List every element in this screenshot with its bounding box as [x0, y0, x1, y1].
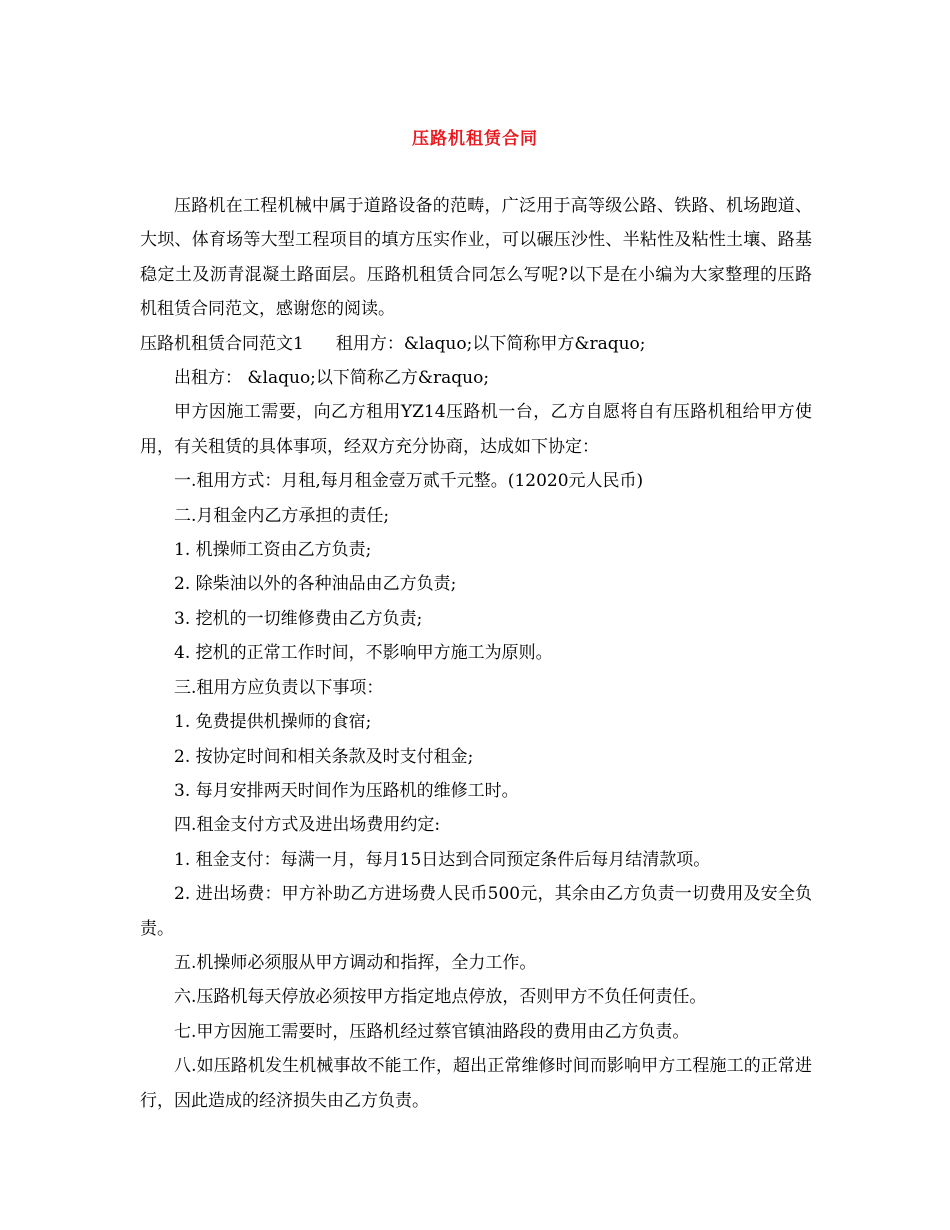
- clause-3: 三.租用方应负责以下事项：: [174, 677, 384, 698]
- preamble-paragraph: 甲方因施工需要，向乙方租用YZ14压路机一台，乙方自愿将自有压路机租给甲方使用，有关租赁的具体事项，经双方充分协商，达成如下协定：: [140, 402, 812, 457]
- clause-7: 七.甲方因施工需要时，压路机经过蔡官镇油路段的费用由乙方负责。: [174, 1021, 690, 1042]
- clause-2: 二.月租金内乙方承担的责任;: [174, 505, 390, 526]
- clause-2-item-1: 1. 机操师工资由乙方负责;: [174, 540, 372, 561]
- lessor-line: 出租方： &laquo;以下简称乙方&raquo;: [174, 368, 490, 389]
- intro-paragraph: 压路机在工程机械中属于道路设备的范畴，广泛用于高等级公路、铁路、机场跑道、大坝、体育场等大型工程项目的填方压实作业，可以碾压沙性、半粘性及粘性土壤、路基稳定土及沥青混凝土路面层。压路机租赁合同怎么写呢?以下是在小编为大家整理的压路机租赁合同范文，感谢您的阅读。: [140, 196, 812, 320]
- clause-5: 五.机操师必须服从甲方调动和指挥，全力工作。: [174, 952, 537, 973]
- document-title: 压路机租赁合同: [412, 129, 538, 149]
- clause-6: 六.压路机每天停放必须按甲方指定地点停放，否则甲方不负任何责任。: [174, 987, 707, 1008]
- clause-1: 一.租用方式：月租,每月租金壹万贰千元整。(12020元人民币): [174, 471, 644, 492]
- clause-4-item-2: 2. 进出场费：甲方补助乙方进场费人民币500元，其余由乙方负责一切费用及安全负责。: [140, 884, 812, 939]
- document-body: [140, 189, 812, 1118]
- sample-heading: 压路机租赁合同范文1: [140, 333, 304, 354]
- clause-2-item-4: 4. 挖机的正常工作时间，不影响甲方施工为原则。: [174, 643, 553, 664]
- clause-4-item-1: 1. 租金支付：每满一月，每月15日达到合同预定条件后每月结清款项。: [174, 849, 711, 870]
- clause-8: 八.如压路机发生机械事故不能工作，超出正常维修时间而影响甲方工程施工的正常进行，因此造成的经济损失由乙方负责。: [140, 1056, 812, 1111]
- clause-4: 四.租金支付方式及进出场费用约定:: [174, 815, 441, 836]
- sample-heading-line: [140, 327, 812, 361]
- clause-2-item-3: 3. 挖机的一切维修费由乙方负责;: [174, 608, 423, 629]
- clause-3-item-1: 1. 免费提供机操师的食宿;: [174, 712, 372, 733]
- clause-3-item-3: 3. 每月安排两天时间作为压路机的维修工时。: [174, 780, 519, 801]
- clause-3-item-2: 2. 按协定时间和相关条款及时支付租金;: [174, 746, 474, 767]
- clause-2-item-2: 2. 除柴油以外的各种油品由乙方负责;: [174, 574, 457, 595]
- lessee-line: 租用方：&laquo;以下简称甲方&raquo;: [335, 333, 646, 354]
